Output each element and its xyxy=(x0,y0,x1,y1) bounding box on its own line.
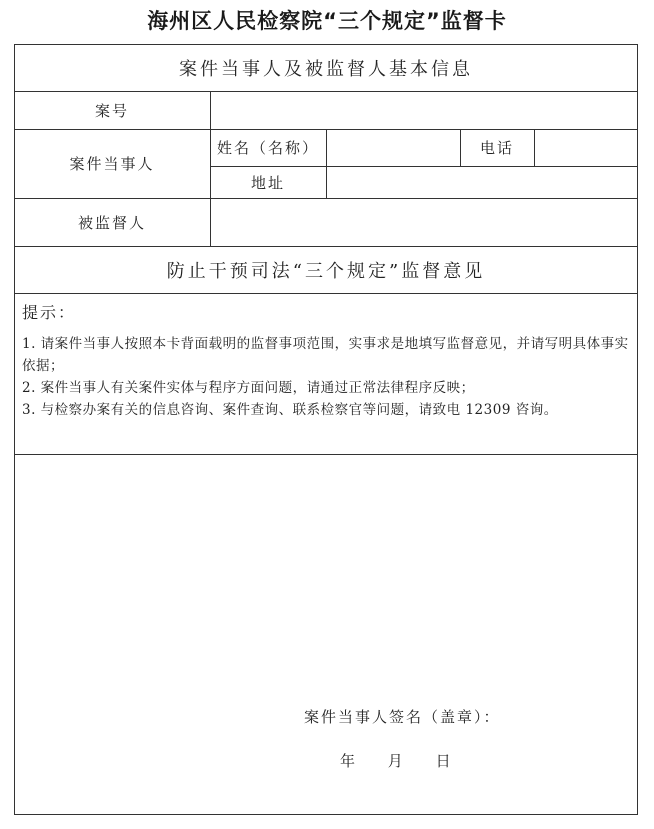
opinion-field[interactable] xyxy=(15,456,637,696)
address-field[interactable] xyxy=(327,167,637,197)
opinion-heading: 防止干预司法“三个规定”监督意见 xyxy=(166,260,486,282)
year-label: 年 xyxy=(340,752,356,770)
basic-info-heading: 案件当事人及被监督人基本信息 xyxy=(179,58,473,80)
supervised-label: 被监督人 xyxy=(77,213,146,232)
signature-label: 案件当事人签名（盖章）： xyxy=(304,708,501,726)
signature-date xyxy=(340,750,479,771)
notice-block xyxy=(22,300,634,421)
supervised-field[interactable] xyxy=(211,199,637,245)
name-label: 姓名（名称） xyxy=(216,139,319,157)
notice-item: 2. 案件当事人有关案件实体与程序方面问题，请通过正常法律程序反映； xyxy=(22,380,475,396)
notice-item: 3. 与检察办案有关的信息咨询、案件查询、联系检察官等问题，请致电 12309 咨询。 xyxy=(22,402,558,418)
notice-title: 提示： xyxy=(22,303,77,322)
phone-field[interactable] xyxy=(535,130,637,165)
case-number-field[interactable] xyxy=(211,92,637,128)
name-field[interactable] xyxy=(327,130,459,165)
page-title: 海州区人民检察院“三个规定”监督卡 xyxy=(147,9,507,33)
party-label: 案件当事人 xyxy=(69,155,155,173)
day-label: 日 xyxy=(435,752,451,770)
divider xyxy=(14,454,638,455)
divider xyxy=(14,293,638,294)
address-label: 地址 xyxy=(250,173,285,192)
case-number-label: 案号 xyxy=(94,101,129,120)
phone-label: 电话 xyxy=(479,139,514,157)
notice-item: 1. 请案件当事人按照本卡背面载明的监督事项范围，实事求是地填写监督意见，并请写明具体事实依据； xyxy=(22,336,629,374)
month-label: 月 xyxy=(387,752,403,770)
